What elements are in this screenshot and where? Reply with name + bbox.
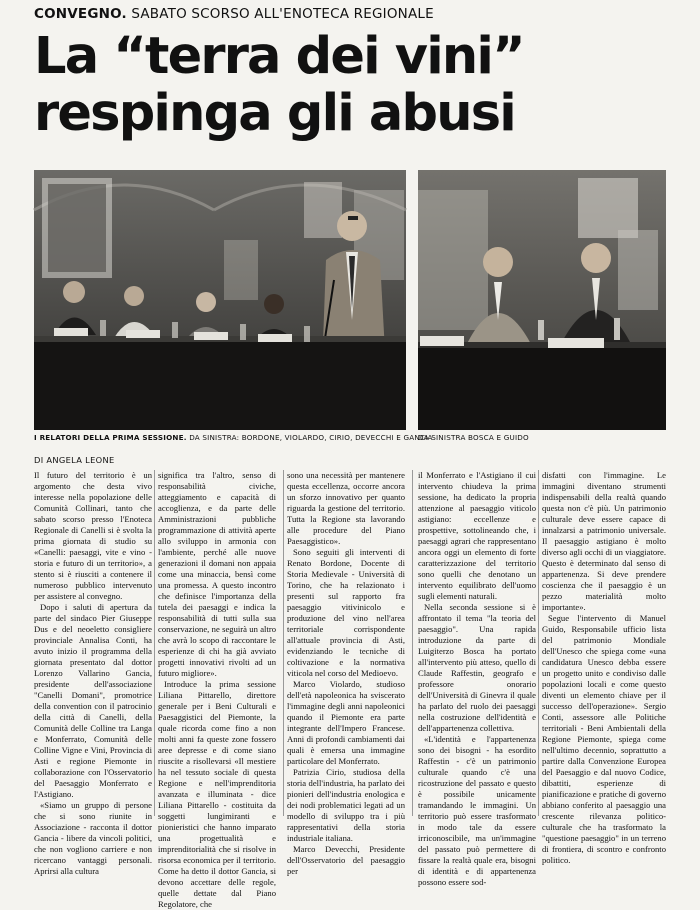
- column-rule: [538, 470, 539, 816]
- headline-line-1: La “terra dei vini”: [34, 27, 524, 86]
- column-rule: [154, 470, 155, 816]
- article-column-1: [34, 470, 152, 876]
- paragraph: Patrizia Cirio, studiosa della storia dell'industria, ha parlato dei pionieri dell'industria enologica e dei nodi problematici legati ad un modello di sviluppo tra i più rappresentativi della storia industriale italiana.: [287, 767, 405, 843]
- paragraph: Sono seguiti gli interventi di Renato Bordone, Docente di Storia Medievale - Università di Torino, che ha relazionato i presenti sul rapporto fra paesaggio vitivinicolo e produzione del vino nell'area territoriale corrispondente all'attuale provincia di Asti, evidenziando le tecniche di coltivazione e la normativa viticola nel corso del Medioevo.: [287, 547, 405, 678]
- article-column-3: [287, 470, 405, 876]
- article-column-4: [418, 470, 536, 887]
- column-rule: [283, 470, 284, 816]
- paragraph: Nella seconda sessione si è affrontato il tema "la teoria del paesaggio". Una rapida introduzione da parte di Luigiterzo Bosca ha portato all'intervento più atteso, quello di Claude Raffestin, geografo e professore onorario dell'Università di Ginevra il quale ha parlato del ruolo dei paesaggi nella costruzione dell'identità e dell'appartenenza collettiva.: [418, 602, 536, 733]
- photo-caption-left: [34, 433, 433, 442]
- paragraph: Marco Devecchi, Presidente dell'Osservatorio del paesaggio per: [287, 844, 405, 876]
- photo-panel-first-session: [34, 170, 406, 430]
- paragraph: «L'identità e l'appartenenza sono dei bisogni - ha esordito Raffestin - c'è un patrimonio culturale quando c'è una ricostruzione del passato e questo è possibile unicamente tramandando le immagini. Un territorio può essere trasformato in modo tale da essere irriconoscibile, ma un'immagine del passato può permettere di fissare la realtà quale era, bisogni di identità e di appartenenza possono essere sod-: [418, 734, 536, 887]
- paragraph: Dopo i saluti di apertura da parte del sindaco Pier Giuseppe Dus e del neoeletto consigliere provinciale Annalisa Conti, ha avuto inizio il programma della giornata presentato dal dottor Lorenzo Vallarino Gancia, presidente dell'associazione "Canelli Domani", promotrice della convention con il patrocinio della città di Canelli, della Comunità delle Colline tra Langa e Monferrato, Comunità delle Colline Vigne e Vini, Provincia di Asti e regione Piemonte in collaborazione con l'Osservatorio del Paesaggio Monferrato e l'Astigiano.: [34, 602, 152, 799]
- photo-caption-right: DA SINISTRA BOSCA E GUIDO: [418, 433, 529, 442]
- kicker-text: SABATO SCORSO ALL'ENOTECA REGIONALE: [131, 6, 434, 22]
- column-rule: [412, 470, 413, 816]
- paragraph: Segue l'intervento di Manuel Guido, Responsabile ufficio lista del patrimonio Mondiale dell'Unesco che spiega come «una candidatura Unesco debba essere un progetto unito e condiviso dalle popolazioni locali e come questo diventi un elemento chiave per il successo dell'operazione». Sergio Conti, assessore alle Politiche territoriali - Beni Ambientali della Regione Piemonte, spiega come nell'ultimo decennio, soprattutto a partire dalla Convenzione Europea del Paesaggio e dal nuovo Codice, dibattiti, esperienze di pianificazione e pratiche di governo abbiano conferito al paesaggio una crescente rilevanza politico-culturale che ha trasformato la "questione paesaggio" in un terreno di frontiera, di scontro e confronto politico.: [542, 613, 666, 865]
- caption-lead: I RELATORI DELLA PRIMA SESSIONE.: [34, 433, 187, 442]
- paragraph: disfatti con l'immagine. Le immagini diventano strumenti indispensabili della realtà quando questa non c'è più. Un patrimonio culturale deve essere capace di innalzarsi a patrimonio universale. Il paesaggio astigiano è molto diverso agli occhi di un viaggiatore. Questo è determinato dal senso di appartenenza. Si deve prendere coscienza che il paesaggio è un pezzo materialità molto importante».: [542, 470, 666, 612]
- headline: [34, 28, 674, 142]
- paragraph: significa tra l'altro, senso di responsabilità civiche, atteggiamento e capacità di accoglienza, e da parte delle Amministrazioni pubbliche programmazione di attività aperte allo sviluppo in armonia con l'ambiente, perché alle nuove generazioni il domani non appaia come una minaccia, bensì come una promessa. A questo incontro che definisce l'importanza della tutela dei paesaggi e indica la responsabilità di tutti sulla sua conservazione, ne seguirà un altro che avrà lo scopo di raccontare le esperienze di chi ha già avviato progetti innovativi rivolti ad un futuro migliore».: [158, 470, 276, 678]
- paragraph: il Monferrato e l'Astigiano il cui intervento chiudeva la prima sessione, ha dedicato la propria attenzione al paesaggio viticolo astigiano: eccellenze e prospettive, sottolineando che, i paesaggi agrari che rappresentano ancora oggi un elemento di forte caratterizzazione del territorio sono quelli che denotano un intervento equilibrato dell'uomo sugli elementi naturali.: [418, 470, 536, 601]
- headline-line-2: respinga gli abusi: [34, 84, 515, 143]
- byline: DI ANGELA LEONE: [34, 455, 115, 465]
- paragraph: Il futuro del territorio è un argomento che desta vivo interesse nella popolazione delle Comunità Collinari, tanto che sabato scorso presso l'Enoteca Regionale di Canelli si è svolta la prima giornata di studio su «Canelli: paesaggi, vite e vino - storia e futuro di un territorio», a stento si è riusciti a contenere il numeroso pubblico intervenuto per assistere al convegno.: [34, 470, 152, 601]
- photo-bosca-guido: [418, 170, 666, 430]
- kicker-label: CONVEGNO.: [34, 6, 127, 22]
- caption-rest: DA SINISTRA: BORDONE, VIOLARDO, CIRIO, DEVECCHI E GANCIA: [189, 433, 433, 442]
- paragraph: Introduce la prima sessione Liliana Pittarello, direttore generale per i Beni Culturali e Paesaggistici del Piemonte, la quale ricorda come fino a non molti anni fa queste zone fossero aree depresse e di come siano riuscite a risollevarsi «Il mestiere ha nel tessuto sociale di questa Regione e nell'imprenditoria avanzata e illuminata - dice Liliana Pittarello - costituita da soggetti lungimiranti e pionieristici che hanno imparato una progettualità e imprenditorialità che si risolve in risorsa economica per il territorio. Come ha detto il dottor Gancia, si devono accettare delle regole, quelle dettate dal Piano Regolatore, che: [158, 679, 276, 909]
- paragraph: «Siamo un gruppo di persone che si sono riunite in Associazione - racconta il dottor Gancia - libere da vincoli politici, che non vogliono carriere e non ricercano vantaggi personali. Aprirsi alla cultura: [34, 800, 152, 876]
- article-column-2: [158, 470, 276, 909]
- kicker: [34, 6, 434, 22]
- article-column-5: [542, 470, 666, 865]
- paragraph: sono una necessità per mantenere questa eccellenza, occorre ancora un sforzo innovativo per quanto riguarda la gestione del territorio. Tutta la Regione sta lavorando alle procedure del Piano Paesaggistico».: [287, 470, 405, 546]
- paragraph: Marco Violardo, studioso dell'età napoleonica ha sviscerato l'immagine degli anni napoleonici quando il Piemonte era parte integrante dell'Impero Francese. Anni di profondi cambiamenti dai quali è emersa una immagine particolare del Monferrato.: [287, 679, 405, 766]
